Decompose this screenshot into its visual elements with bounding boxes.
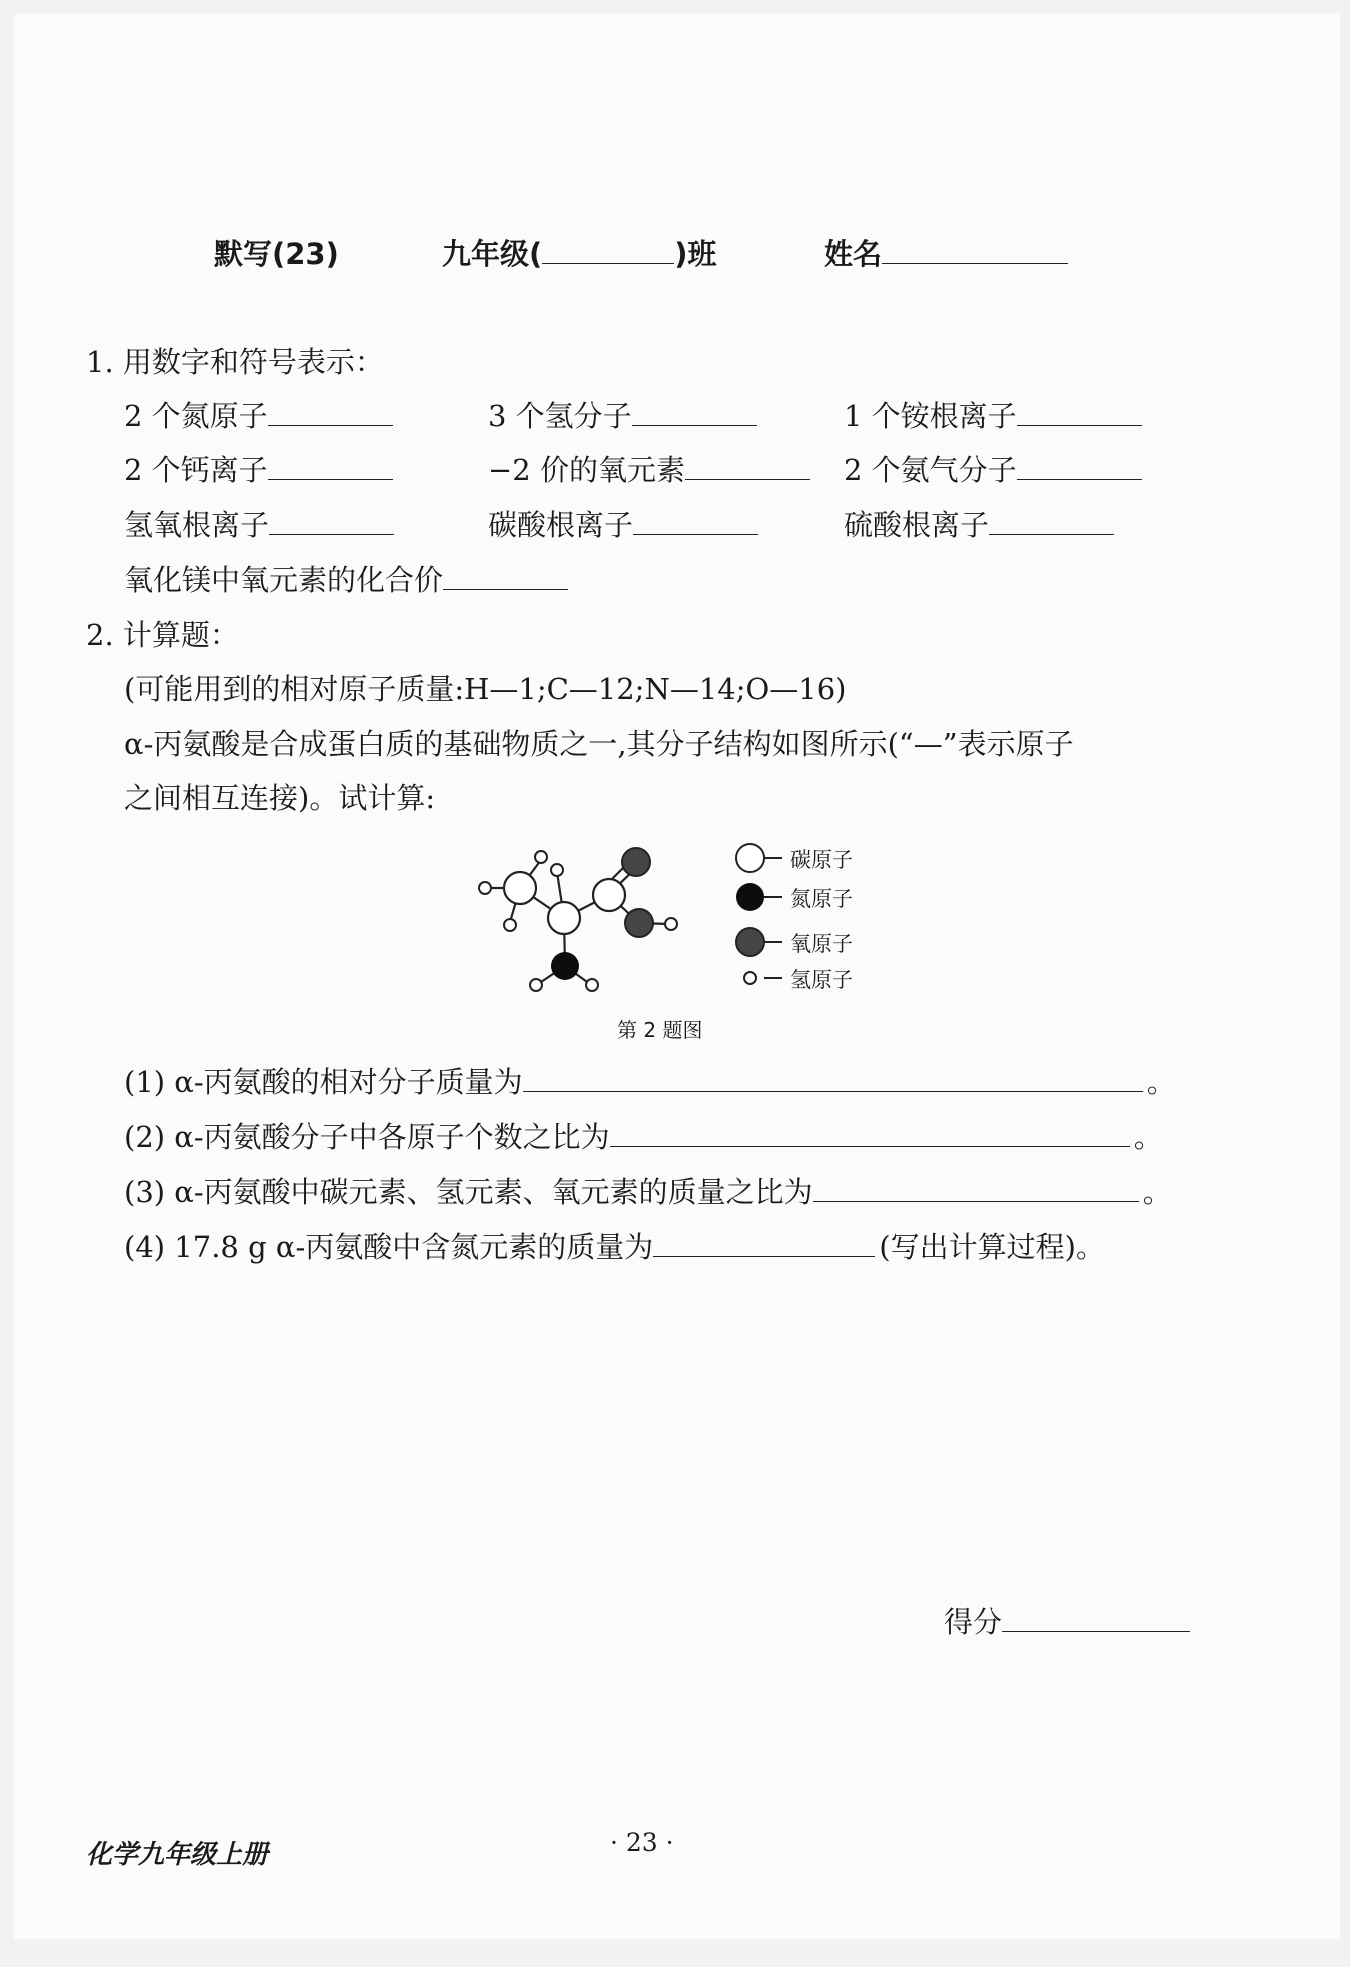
q2-subquestion-2: (2) α-丙氨酸分子中各原子个数之比为 。 [124, 1120, 1163, 1154]
hydrogen-atom [665, 918, 677, 930]
hydrogen-atom [530, 979, 542, 991]
score-field [944, 1600, 1190, 1641]
answer-blank[interactable] [1017, 424, 1142, 426]
q1-item: 1 个铵根离子 [844, 394, 1142, 435]
score-blank[interactable] [1002, 1630, 1190, 1632]
carbon-atom [504, 872, 536, 904]
worksheet-title: 默写(23) [214, 237, 339, 271]
q2-description-line2: 之间相互连接)。试计算: [124, 781, 436, 815]
answer-blank[interactable] [443, 588, 568, 590]
hydrogen-atom [535, 851, 547, 863]
answer-blank[interactable] [610, 1145, 1130, 1147]
q1-item: 2 个氨气分子 [844, 448, 1142, 489]
answer-blank[interactable] [632, 424, 757, 426]
hydrogen-atom [479, 882, 491, 894]
name-label: 姓名 [824, 237, 883, 271]
legend-carbon-label: 碳原子 [790, 848, 853, 872]
answer-blank[interactable] [813, 1200, 1139, 1202]
q1-item: −2 价的氧元素 [488, 448, 810, 489]
q1-item: 3 个氢分子 [488, 394, 757, 435]
answer-blank[interactable] [268, 478, 393, 480]
legend-hydrogen-label: 氢原子 [790, 968, 853, 992]
answer-blank[interactable] [523, 1090, 1143, 1092]
q2-subquestion-4: (4) 17.8 g α-丙氨酸中含氮元素的质量为 (写出计算过程)。 [124, 1230, 1105, 1264]
q2-subquestion-1: (1) α-丙氨酸的相对分子质量为 。 [124, 1065, 1176, 1099]
grade-prefix: 九年级( [442, 237, 543, 271]
answer-blank[interactable] [268, 424, 393, 426]
page-number: · 23 · [610, 1828, 674, 1857]
q2-subquestion-3: (3) α-丙氨酸中碳元素、氢元素、氧元素的质量之比为 。 [124, 1175, 1172, 1209]
alanine-molecule-diagram [454, 832, 714, 1007]
legend-symbols [724, 836, 794, 996]
q2-description-line1: α-丙氨酸是合成蛋白质的基础物质之一,其分子结构如图所示(“—”表示原子 [124, 727, 1074, 761]
legend-nitrogen-label: 氮原子 [790, 887, 853, 911]
answer-blank[interactable] [633, 533, 758, 535]
hydrogen-atom [551, 864, 563, 876]
score-label: 得分 [944, 1605, 1003, 1639]
q1-item: 硫酸根离子 [844, 503, 1114, 544]
hydrogen-atom [504, 919, 516, 931]
q1-item: 2 个钙离子 [124, 448, 393, 489]
answer-blank[interactable] [269, 533, 394, 535]
answer-blank[interactable] [653, 1255, 875, 1257]
q1-item: 2 个氮原子 [124, 394, 393, 435]
q1-item: 碳酸根离子 [488, 503, 758, 544]
class-blank[interactable] [542, 262, 674, 264]
q1-item: 氧化镁中氧元素的化合价 [124, 558, 568, 599]
legend-oxygen-label: 氧原子 [790, 932, 853, 956]
q2-atomic-masses: (可能用到的相对原子质量:H—1;C—12;N—14;O—16) [124, 672, 847, 706]
carbon-atom [548, 902, 580, 934]
carbon-atom [593, 879, 625, 911]
q1-item: 氢氧根离子 [124, 503, 394, 544]
oxygen-atom [622, 848, 650, 876]
class-field [442, 232, 717, 273]
nitrogen-atom [551, 952, 579, 980]
figure-caption: 第 2 题图 [617, 1018, 703, 1042]
q2-title: 2. 计算题： [86, 618, 239, 652]
oxygen-atom [625, 909, 653, 937]
hydrogen-atom [586, 979, 598, 991]
name-blank[interactable] [882, 262, 1068, 264]
answer-blank[interactable] [989, 533, 1114, 535]
footer-book-title: 化学九年级上册 [86, 1840, 269, 1870]
grade-suffix: )班 [674, 237, 717, 271]
answer-blank[interactable] [685, 478, 810, 480]
answer-blank[interactable] [1017, 478, 1142, 480]
name-field [824, 232, 1068, 273]
q1-title: 1. 用数字和符号表示： [86, 345, 384, 379]
worksheet-page [14, 14, 1340, 1939]
